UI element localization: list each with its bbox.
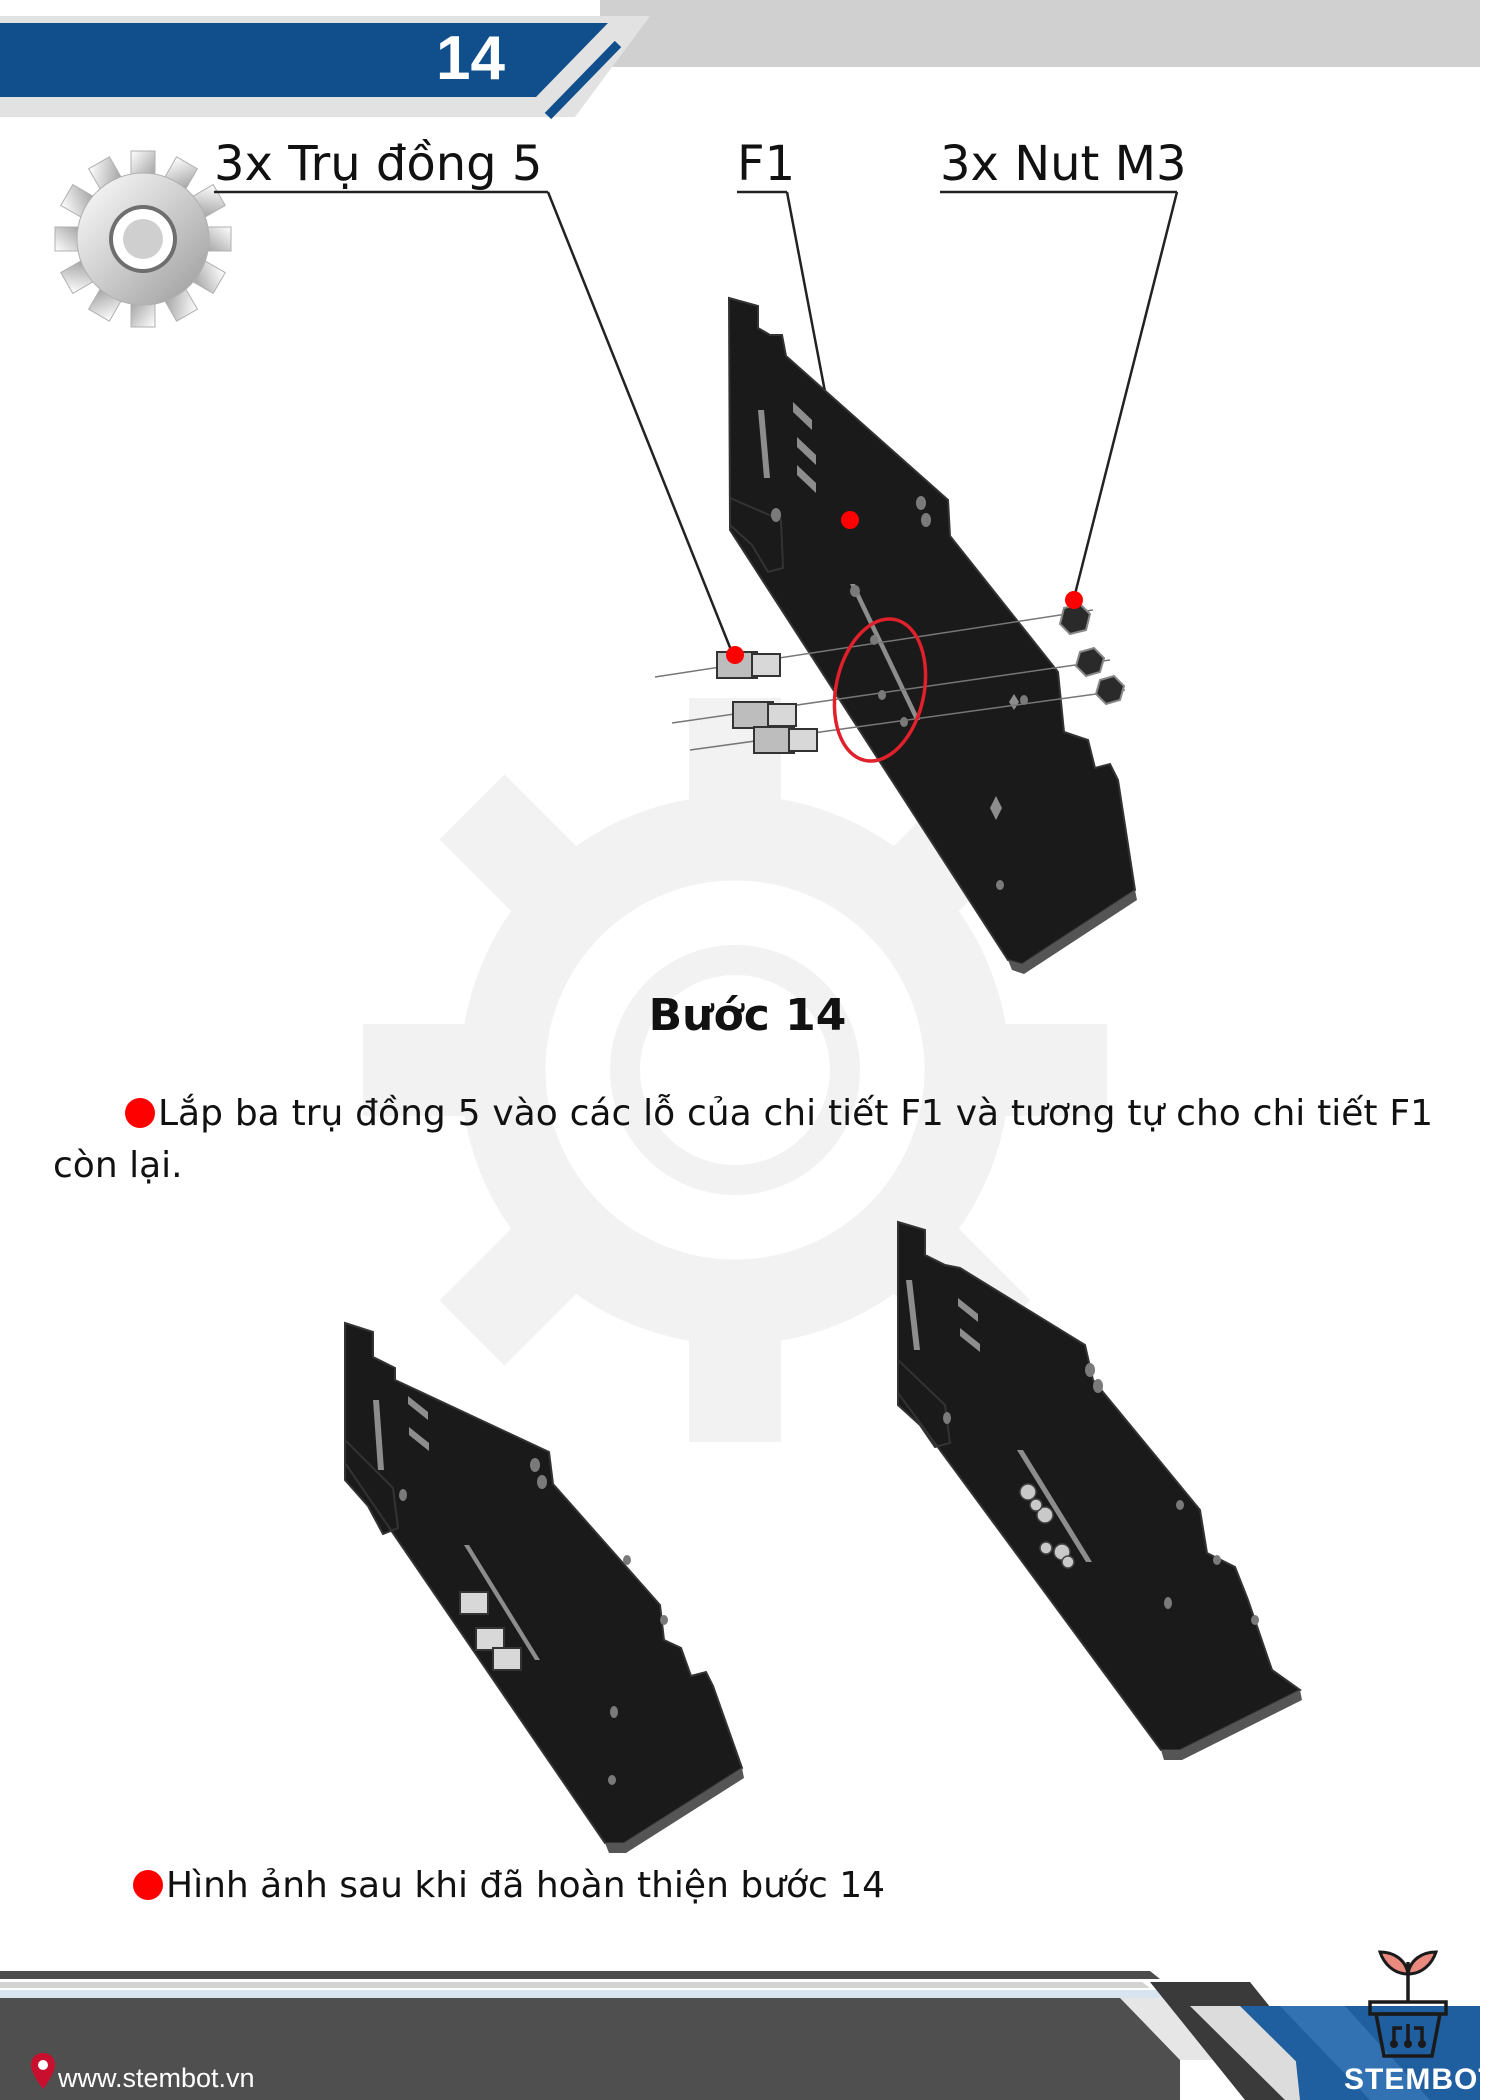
callout-nuts-label: 3x Nut M3 <box>940 136 1187 192</box>
callout-part-label: F1 <box>737 136 796 192</box>
step-number: 14 <box>436 24 505 93</box>
step-title: Bước 14 <box>648 990 847 1041</box>
instruction-body: Lắp ba trụ đồng 5 vào các lỗ của chi tiết F1 và tương tự cho chi tiết F1 còn lại. <box>53 1093 1433 1186</box>
stembot-logo-icon <box>1366 1944 1450 2062</box>
result-caption <box>133 1865 885 1906</box>
location-pin-icon <box>30 2052 56 2090</box>
website-link[interactable]: www.stembot.vn <box>58 2063 255 2093</box>
result-caption-text: Hình ảnh sau khi đã hoàn thiện bước 14 <box>166 1865 886 1906</box>
bullet-icon <box>133 1870 163 1900</box>
callout-standoffs-label: 3x Trụ đồng 5 <box>214 136 543 192</box>
brand-name: STEMBOT <box>1344 2063 1498 2096</box>
